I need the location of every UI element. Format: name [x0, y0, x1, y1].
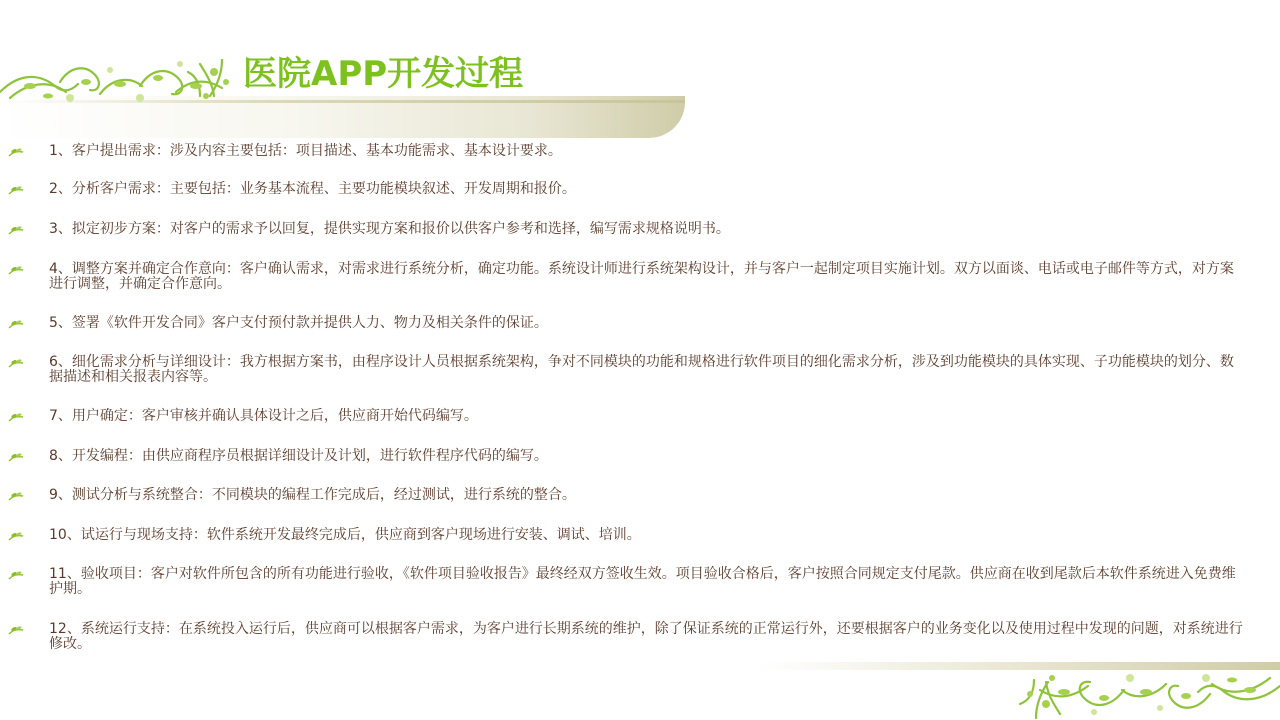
item-text: 3、拟定初步方案：对客户的需求予以回复，提供实现方案和报价以供客户参考和选择，编写需求规格说明书。 [49, 221, 730, 237]
leaf-bullet-icon [8, 530, 24, 542]
page-title: 医院APP开发过程 [243, 54, 524, 94]
leaf-bullet-icon [8, 318, 24, 330]
leaf-bullet-icon [8, 146, 24, 158]
leaf-bullet-icon [8, 624, 24, 636]
leaf-bullet-icon [8, 224, 24, 236]
item-text: 9、测试分析与系统整合：不同模块的编程工作完成后，经过测试，进行系统的整合。 [49, 487, 576, 503]
floral-ornament-right [1000, 664, 1280, 720]
item-text: 10、试运行与现场支持：软件系统开发最终完成后，供应商到客户现场进行安装、调试、培训。 [49, 527, 641, 543]
leaf-bullet-icon [8, 264, 24, 276]
item-text: 6、细化需求分析与详细设计：我方根据方案书，由程序设计人员根据系统架构，争对不同模块的功能和规格进行软件项目的细化需求分析，涉及到功能模块的具体实现、子功能模块的划分、数据描述和相关报表内容等。 [49, 354, 1234, 385]
leaf-bullet-icon [8, 411, 24, 423]
leaf-bullet-icon [8, 357, 24, 369]
item-text: 1、客户提出需求：涉及内容主要包括：项目描述、基本功能需求、基本设计要求。 [49, 143, 562, 159]
leaf-bullet-icon [8, 451, 24, 463]
item-text: 12、系统运行支持：在系统投入运行后，供应商可以根据客户需求，为客户进行长期系统的维护，除了保证系统的正常运行外，还要根据客户的业务变化以及使用过程中发现的问题，对系统进行修改。 [49, 621, 1243, 652]
leaf-bullet-icon [8, 490, 24, 502]
leaf-bullet-icon [8, 184, 24, 196]
item-text: 5、签署《软件开发合同》客户支付预付款并提供人力、物力及相关条件的保证。 [49, 315, 548, 331]
item-text: 11、验收项目：客户对软件所包含的所有功能进行验收，《软件项目验收报告》最终经双方签收生效。项目验收合格后，客户按照合同规定支付尾款。供应商在收到尾款后本软件系统进入免费维护期。 [49, 566, 1236, 597]
item-text: 2、分析客户需求：主要包括：业务基本流程、主要功能模块叙述、开发周期和报价。 [49, 181, 576, 197]
leaf-bullet-icon [8, 569, 24, 581]
item-text: 4、调整方案并确定合作意向：客户确认需求，对需求进行系统分析，确定功能。系统设计师进行系统架构设计，并与客户一起制定项目实施计划。双方以面谈、电话或电子邮件等方式，对方案进行调整，并确定合作意向。 [49, 261, 1234, 292]
item-text: 8、开发编程：由供应商程序员根据详细设计及计划，进行软件程序代码的编写。 [49, 448, 548, 464]
item-text: 7、用户确定：客户审核并确认具体设计之后，供应商开始代码编写。 [49, 408, 478, 424]
